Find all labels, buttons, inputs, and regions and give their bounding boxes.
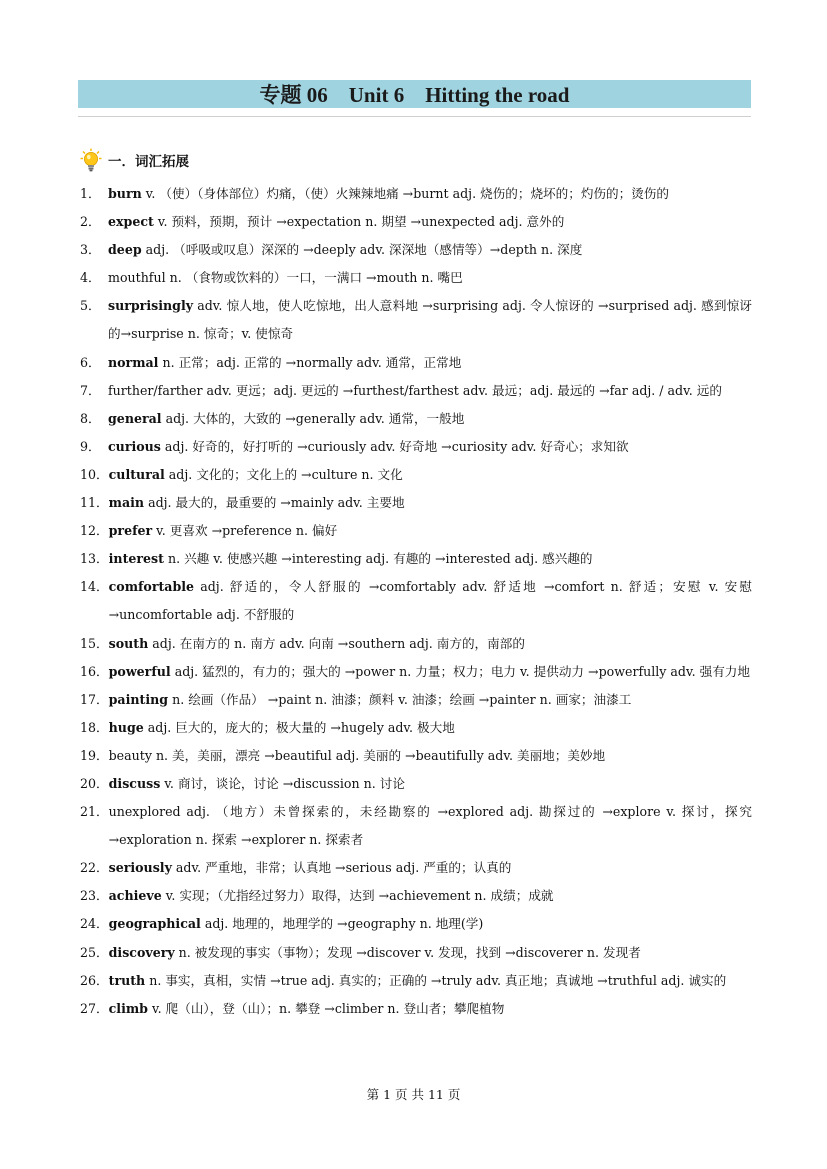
lightbulb-icon	[80, 148, 102, 172]
item-body	[109, 939, 752, 967]
title-bar	[78, 80, 751, 108]
item-body	[109, 573, 752, 629]
list-item	[80, 292, 752, 348]
item-body	[109, 545, 752, 573]
section-title: 一．词汇拓展	[108, 154, 189, 170]
definition-text: n. 事实，真相，实情 →true adj. 真实的；正确的 →truly adv. 真正地；真诚地 →truthful adj. 诚实的	[145, 972, 727, 988]
definition-text: v. 实现；（尤指经过努力）取得，达到 →achievement n. 成绩；成就	[161, 888, 554, 904]
item-number: 6．	[80, 354, 101, 370]
item-body	[109, 995, 752, 1023]
headword: painting	[108, 691, 169, 707]
item-number: 19．	[80, 747, 109, 763]
item-body	[109, 489, 752, 517]
list-item	[80, 939, 752, 967]
definition-text: n. 被发现的事实（事物）；发现 →discover v. 发现，找到 →discoverer n. 发现者	[174, 944, 641, 960]
headword: powerful	[108, 663, 171, 679]
list-item	[80, 882, 752, 910]
headword: interest	[108, 551, 164, 567]
definition-text: n. 绘画（作品） →paint n. 油漆；颜料 v. 油漆；绘画 →painter n. 画家；油漆工	[168, 691, 632, 707]
item-number: 9．	[80, 438, 101, 454]
list-item	[80, 236, 752, 264]
item-body	[108, 377, 752, 405]
item-body	[108, 180, 752, 208]
headword: seriously	[108, 860, 172, 876]
list-item	[80, 798, 752, 854]
item-number: 27．	[80, 1000, 109, 1016]
item-number: 22．	[80, 860, 109, 876]
definition-text: unexplored adj. （地方）未曾探索的，未经勘察的 →explored adj. 勘探过的 →explore v. 探讨，探究 →exploration n. 探索 →explorer n. 探索者	[108, 804, 752, 848]
definition-text: adj. 舒适的，令人舒服的 →comfortably adv. 舒适地 →comfort n. 舒适；安慰 v. 安慰 →uncomfortable adj. 不舒服的	[108, 579, 752, 623]
definition-text: v. 商讨，谈论，讨论 →discussion n. 讨论	[160, 775, 405, 791]
headword: truth	[108, 972, 146, 988]
page-title: 专题 06 Unit 6 Hitting the road	[259, 83, 570, 107]
item-number: 7．	[80, 382, 101, 398]
item-body	[109, 461, 752, 489]
item-number: 18．	[80, 719, 109, 735]
headword: discuss	[108, 775, 161, 791]
definition-text: v. 爬（山），登（山）；n. 攀登 →climber n. 登山者；攀爬植物	[148, 1000, 505, 1016]
item-body	[109, 770, 752, 798]
item-number: 4．	[80, 270, 101, 286]
definition-text: adj. 文化的；文化上的 →culture n. 文化	[164, 466, 403, 482]
list-item	[80, 405, 752, 433]
title-divider	[78, 116, 751, 117]
headword: main	[108, 495, 145, 511]
item-number: 10．	[80, 466, 109, 482]
headword: climb	[108, 1000, 148, 1016]
item-number: 23．	[80, 888, 109, 904]
definition-text: beauty n. 美，美丽，漂亮 →beautiful adj. 美丽的 →beautifully adv. 美丽地；美妙地	[108, 747, 606, 763]
item-body	[109, 910, 752, 938]
definition-text: v. 更喜欢 →preference n. 偏好	[152, 523, 338, 539]
headword: deep	[108, 242, 142, 258]
headword: prefer	[108, 523, 153, 539]
list-item	[80, 658, 752, 686]
list-item	[80, 208, 752, 236]
item-number: 1．	[80, 186, 101, 201]
definition-text: adj. 地理的，地理学的 →geography n. 地理(学)	[200, 916, 484, 932]
item-body	[109, 658, 752, 686]
list-item	[80, 686, 752, 714]
headword: south	[108, 635, 149, 651]
headword: surprisingly	[108, 298, 194, 314]
definition-text: mouthful n. （食物或饮料的）一口，一满口 →mouth n. 嘴巴	[108, 270, 463, 286]
definition-text: adj. 在南方的 n. 南方 adv. 向南 →southern adj. 南方的，南部的	[148, 635, 525, 651]
headword: general	[108, 410, 162, 426]
section-header	[80, 147, 189, 173]
definition-text: n. 正常；adj. 正常的 →normally adv. 通常，正常地	[158, 354, 462, 370]
headword: achieve	[108, 888, 162, 904]
list-item	[80, 349, 752, 377]
list-item	[80, 489, 752, 517]
list-item	[80, 854, 752, 882]
definition-text: adj. 好奇的，好打听的 →curiously adv. 好奇地 →curiosity adv. 好奇心；求知欲	[160, 438, 629, 454]
item-body	[108, 433, 752, 461]
item-number: 13．	[80, 551, 109, 567]
headword: geographical	[108, 916, 201, 932]
list-item	[80, 433, 752, 461]
headword: burn	[108, 186, 142, 201]
definition-text: n. 兴趣 v. 使感兴趣 →interesting adj. 有趣的 →interested adj. 感兴趣的	[163, 551, 593, 567]
item-number: 15．	[80, 635, 109, 651]
headword: curious	[108, 438, 161, 454]
item-body	[109, 854, 752, 882]
definition-text: v. 预料，预期，预计 →expectation n. 期望 →unexpected adj. 意外的	[153, 214, 565, 230]
item-number: 26．	[80, 972, 109, 988]
definition-text: adv. 严重地，非常；认真地 →serious adj. 严重的；认真的	[171, 860, 512, 876]
page-footer: 第 1 页 共 11 页	[366, 1087, 461, 1102]
vocabulary-list	[80, 180, 752, 1023]
headword: cultural	[108, 466, 165, 482]
headword: comfortable	[108, 579, 195, 595]
item-body	[109, 714, 752, 742]
item-number: 25．	[80, 944, 109, 960]
list-item	[80, 770, 752, 798]
item-number: 3．	[80, 242, 101, 258]
item-number: 16．	[80, 663, 109, 679]
headword: expect	[108, 214, 154, 230]
item-number: 5．	[80, 298, 101, 314]
list-item	[80, 995, 752, 1023]
item-number: 8．	[80, 410, 101, 426]
item-number: 2．	[80, 214, 101, 230]
definition-text: further/farther adv. 更远；adj. 更远的 →furthest/farthest adv. 最远；adj. 最远的 →far adj. / adv. 远的	[108, 382, 722, 398]
list-item	[80, 967, 752, 995]
list-item	[80, 517, 752, 545]
item-number: 20．	[80, 775, 109, 791]
item-body	[108, 236, 752, 264]
list-item	[80, 910, 752, 938]
list-item	[80, 461, 752, 489]
item-number: 17．	[80, 691, 109, 707]
item-body	[109, 686, 752, 714]
list-item	[80, 742, 752, 770]
item-number: 24．	[80, 916, 109, 932]
headword: huge	[108, 719, 144, 735]
list-item	[80, 573, 752, 629]
item-body	[108, 405, 752, 433]
item-body	[108, 349, 752, 377]
list-item	[80, 630, 752, 658]
definition-text: adj. 大体的，大致的 →generally adv. 通常，一般地	[161, 410, 465, 426]
definition-text: adj. （呼吸或叹息）深深的 →deeply adv. 深深地（感情等）→depth n. 深度	[141, 242, 583, 258]
item-number: 14．	[80, 579, 109, 595]
definition-text: adj. 猛烈的，有力的；强大的 →power n. 力量；权力；电力 v. 提供动力 →powerfully adv. 强有力地	[170, 663, 750, 679]
list-item	[80, 180, 752, 208]
item-body	[109, 517, 752, 545]
definition-text: v. （使）（身体部位）灼痛，（使）火辣辣地痛 →burnt adj. 烧伤的；烧坏的；灼伤的；烫伤的	[141, 186, 669, 201]
item-body	[109, 798, 752, 854]
item-number: 21．	[80, 804, 109, 820]
list-item	[80, 264, 752, 292]
item-body	[109, 882, 752, 910]
item-body	[108, 208, 752, 236]
definition-text: adj. 最大的，最重要的 →mainly adv. 主要地	[144, 495, 405, 511]
item-number: 11．	[80, 495, 109, 511]
definition-text: adv. 惊人地，使人吃惊地，出人意料地 →surprising adj. 令人惊讶的 →surprised adj. 感到惊讶的→surprise n. 惊奇；v. 使惊奇	[108, 298, 752, 342]
item-body	[108, 292, 752, 348]
definition-text: adj. 巨大的，庞大的；极大量的 →hugely adv. 极大地	[143, 719, 455, 735]
list-item	[80, 714, 752, 742]
item-body	[109, 630, 752, 658]
list-item	[80, 545, 752, 573]
headword: discovery	[108, 944, 175, 960]
item-number: 12．	[80, 523, 109, 539]
item-body	[109, 967, 752, 995]
item-body	[109, 742, 752, 770]
list-item	[80, 377, 752, 405]
item-body	[108, 264, 752, 292]
headword: normal	[108, 354, 159, 370]
